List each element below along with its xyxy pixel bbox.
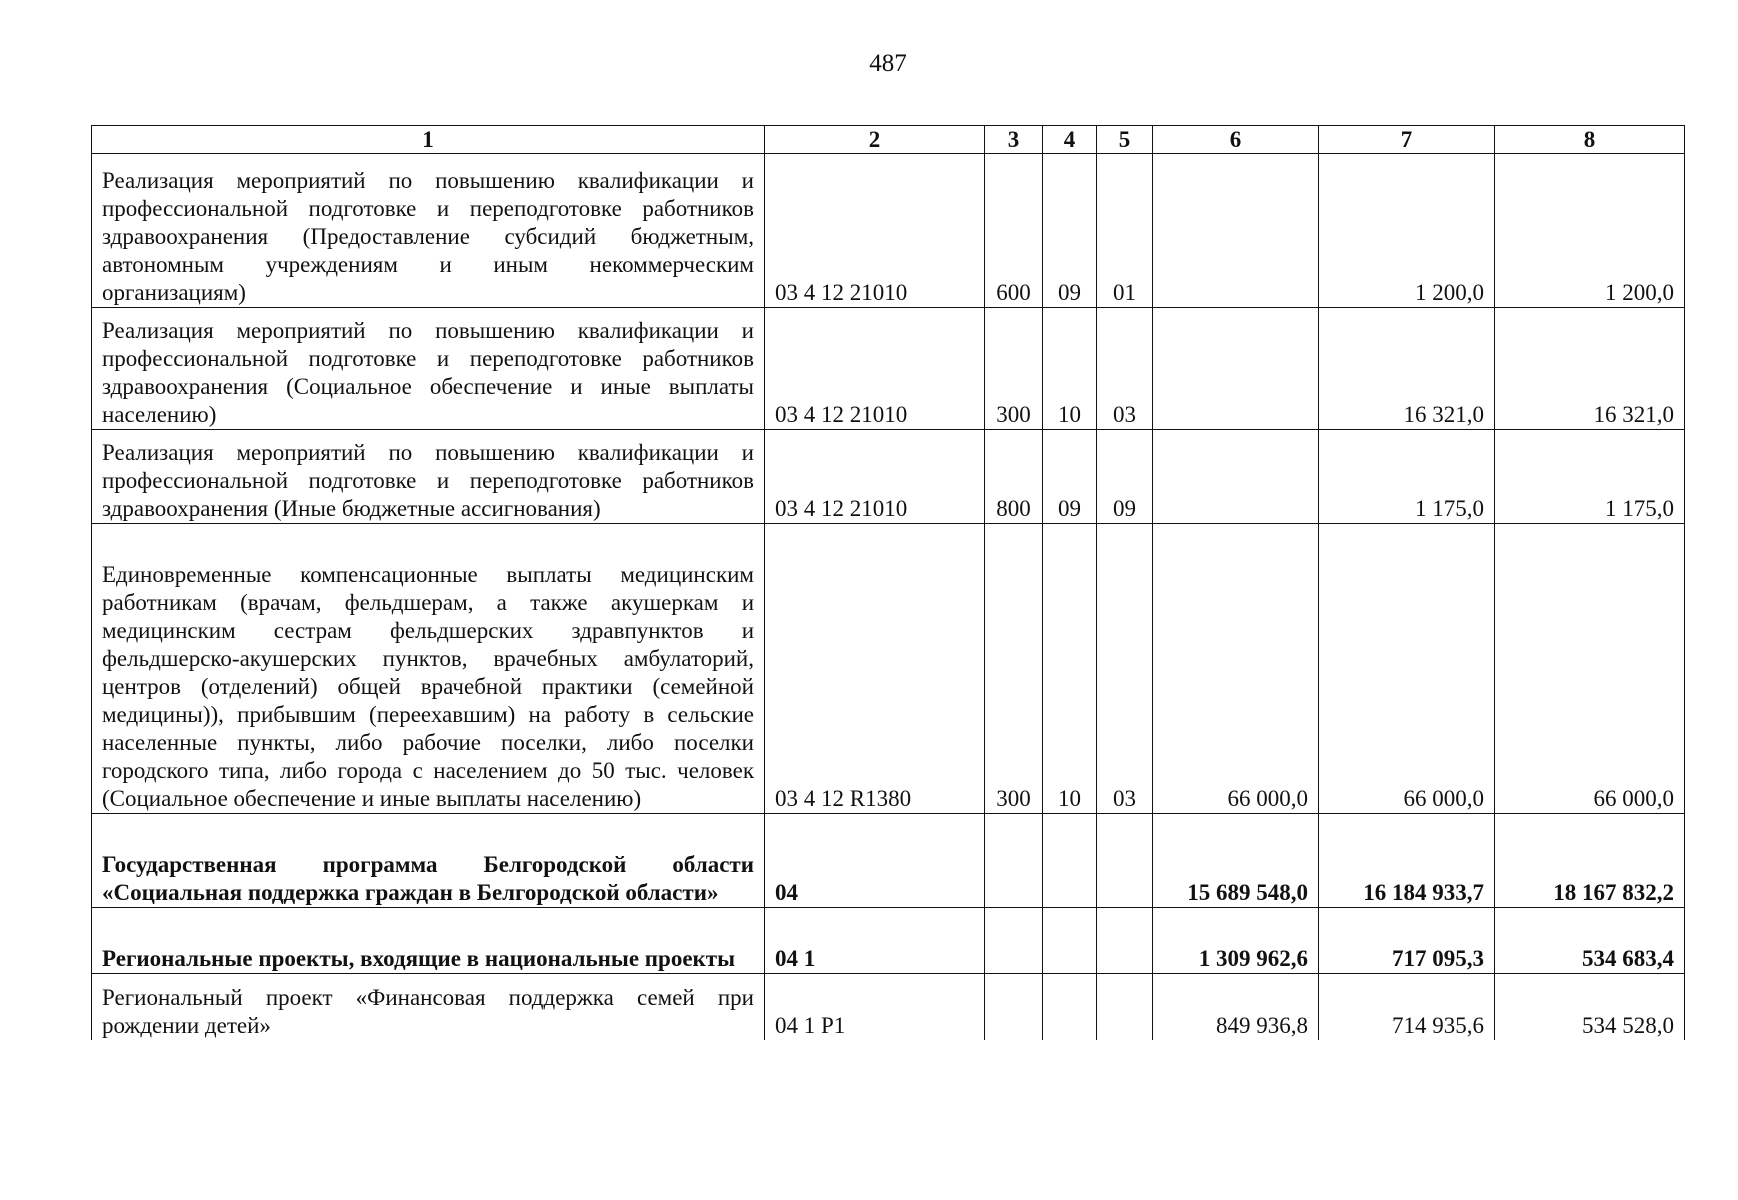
- row-col-5: [1097, 974, 1153, 1040]
- header-col-1: 1: [92, 126, 765, 154]
- row-col-4: 10: [1043, 524, 1097, 814]
- table-row: [92, 814, 1685, 908]
- row-code: 03 4 12 21010: [765, 154, 985, 308]
- row-col-4: [1043, 908, 1097, 974]
- row-value-7: 714 935,6: [1319, 974, 1495, 1040]
- row-col-3: 300: [985, 308, 1043, 430]
- table-row: [92, 524, 1685, 814]
- row-value-7: 16 321,0: [1319, 308, 1495, 430]
- row-code: 04 1: [765, 908, 985, 974]
- row-col-4: 10: [1043, 308, 1097, 430]
- row-code: 03 4 12 21010: [765, 430, 985, 524]
- row-value-8: 534 528,0: [1495, 974, 1685, 1040]
- header-col-8: 8: [1495, 126, 1685, 154]
- row-description: Реализация мероприятий по повышению квалификации и профессиональной подготовке и переподготовке работников здравоохранения (Иные бюджетные ассигнования): [92, 430, 765, 524]
- row-value-8: 534 683,4: [1495, 908, 1685, 974]
- row-col-3: 600: [985, 154, 1043, 308]
- row-value-8: 16 321,0: [1495, 308, 1685, 430]
- row-col-3: [985, 814, 1043, 908]
- row-value-6: 15 689 548,0: [1153, 814, 1319, 908]
- row-value-6: [1153, 154, 1319, 308]
- row-description: Государственная программа Белгородской области «Социальная поддержка граждан в Белгородской области»: [92, 814, 765, 908]
- header-col-7: 7: [1319, 126, 1495, 154]
- row-col-3: 800: [985, 430, 1043, 524]
- row-description: Реализация мероприятий по повышению квалификации и профессиональной подготовке и переподготовке работников здравоохранения (Предоставление субсидий бюджетным, автономным учреждениям и иным некоммерческим организациям): [92, 154, 765, 308]
- row-description: Региональный проект «Финансовая поддержка семей при рождении детей»: [92, 974, 765, 1040]
- table-row: [92, 308, 1685, 430]
- row-description: Единовременные компенсационные выплаты медицинским работникам (врачам, фельдшерам, а также акушеркам и медицинским сестрам фельдшерских здравпунктов и фельдшерско-акушерских пунктов, врачебных амбулаторий, центров (отделений) общей врачебной практики (семейной медицины)), прибывшим (переехавшим) на работу в сельские населенные пункты, либо рабочие поселки, либо поселки городского типа, либо города с населением до 50 тыс. человек (Социальное обеспечение и иные выплаты населению): [92, 524, 765, 814]
- row-value-7: 16 184 933,7: [1319, 814, 1495, 908]
- header-col-5: 5: [1097, 126, 1153, 154]
- row-col-4: [1043, 814, 1097, 908]
- row-value-8: 1 175,0: [1495, 430, 1685, 524]
- row-col-4: 09: [1043, 430, 1097, 524]
- row-description: Региональные проекты, входящие в национальные проекты: [92, 908, 765, 974]
- row-col-4: [1043, 974, 1097, 1040]
- row-code: 03 4 12 R1380: [765, 524, 985, 814]
- row-value-7: 1 175,0: [1319, 430, 1495, 524]
- header-col-4: 4: [1043, 126, 1097, 154]
- row-col-5: [1097, 814, 1153, 908]
- row-value-7: 717 095,3: [1319, 908, 1495, 974]
- row-col-3: 300: [985, 524, 1043, 814]
- row-col-3: [985, 974, 1043, 1040]
- row-value-6: 849 936,8: [1153, 974, 1319, 1040]
- row-code: 04: [765, 814, 985, 908]
- page-number: 487: [869, 50, 907, 77]
- table-row: [92, 154, 1685, 308]
- row-col-3: [985, 908, 1043, 974]
- row-col-5: [1097, 908, 1153, 974]
- row-value-7: 66 000,0: [1319, 524, 1495, 814]
- row-description: Реализация мероприятий по повышению квалификации и профессиональной подготовке и переподготовке работников здравоохранения (Социальное обеспечение и иные выплаты населению): [92, 308, 765, 430]
- row-value-8: 1 200,0: [1495, 154, 1685, 308]
- header-row: [92, 126, 1685, 154]
- row-value-7: 1 200,0: [1319, 154, 1495, 308]
- row-value-8: 18 167 832,2: [1495, 814, 1685, 908]
- row-col-5: 09: [1097, 430, 1153, 524]
- row-value-8: 66 000,0: [1495, 524, 1685, 814]
- row-value-6: [1153, 430, 1319, 524]
- table-header: [92, 126, 1685, 154]
- row-value-6: 1 309 962,6: [1153, 908, 1319, 974]
- header-col-2: 2: [765, 126, 985, 154]
- row-code: 03 4 12 21010: [765, 308, 985, 430]
- header-col-3: 3: [985, 126, 1043, 154]
- row-code: 04 1 P1: [765, 974, 985, 1040]
- table-row: [92, 908, 1685, 974]
- budget-table: [91, 125, 1685, 1040]
- table-row: [92, 974, 1685, 1040]
- row-col-5: 03: [1097, 308, 1153, 430]
- row-col-5: 01: [1097, 154, 1153, 308]
- row-col-4: 09: [1043, 154, 1097, 308]
- row-value-6: 66 000,0: [1153, 524, 1319, 814]
- header-col-6: 6: [1153, 126, 1319, 154]
- table-row: [92, 430, 1685, 524]
- table-body: [92, 154, 1685, 1040]
- row-col-5: 03: [1097, 524, 1153, 814]
- row-value-6: [1153, 308, 1319, 430]
